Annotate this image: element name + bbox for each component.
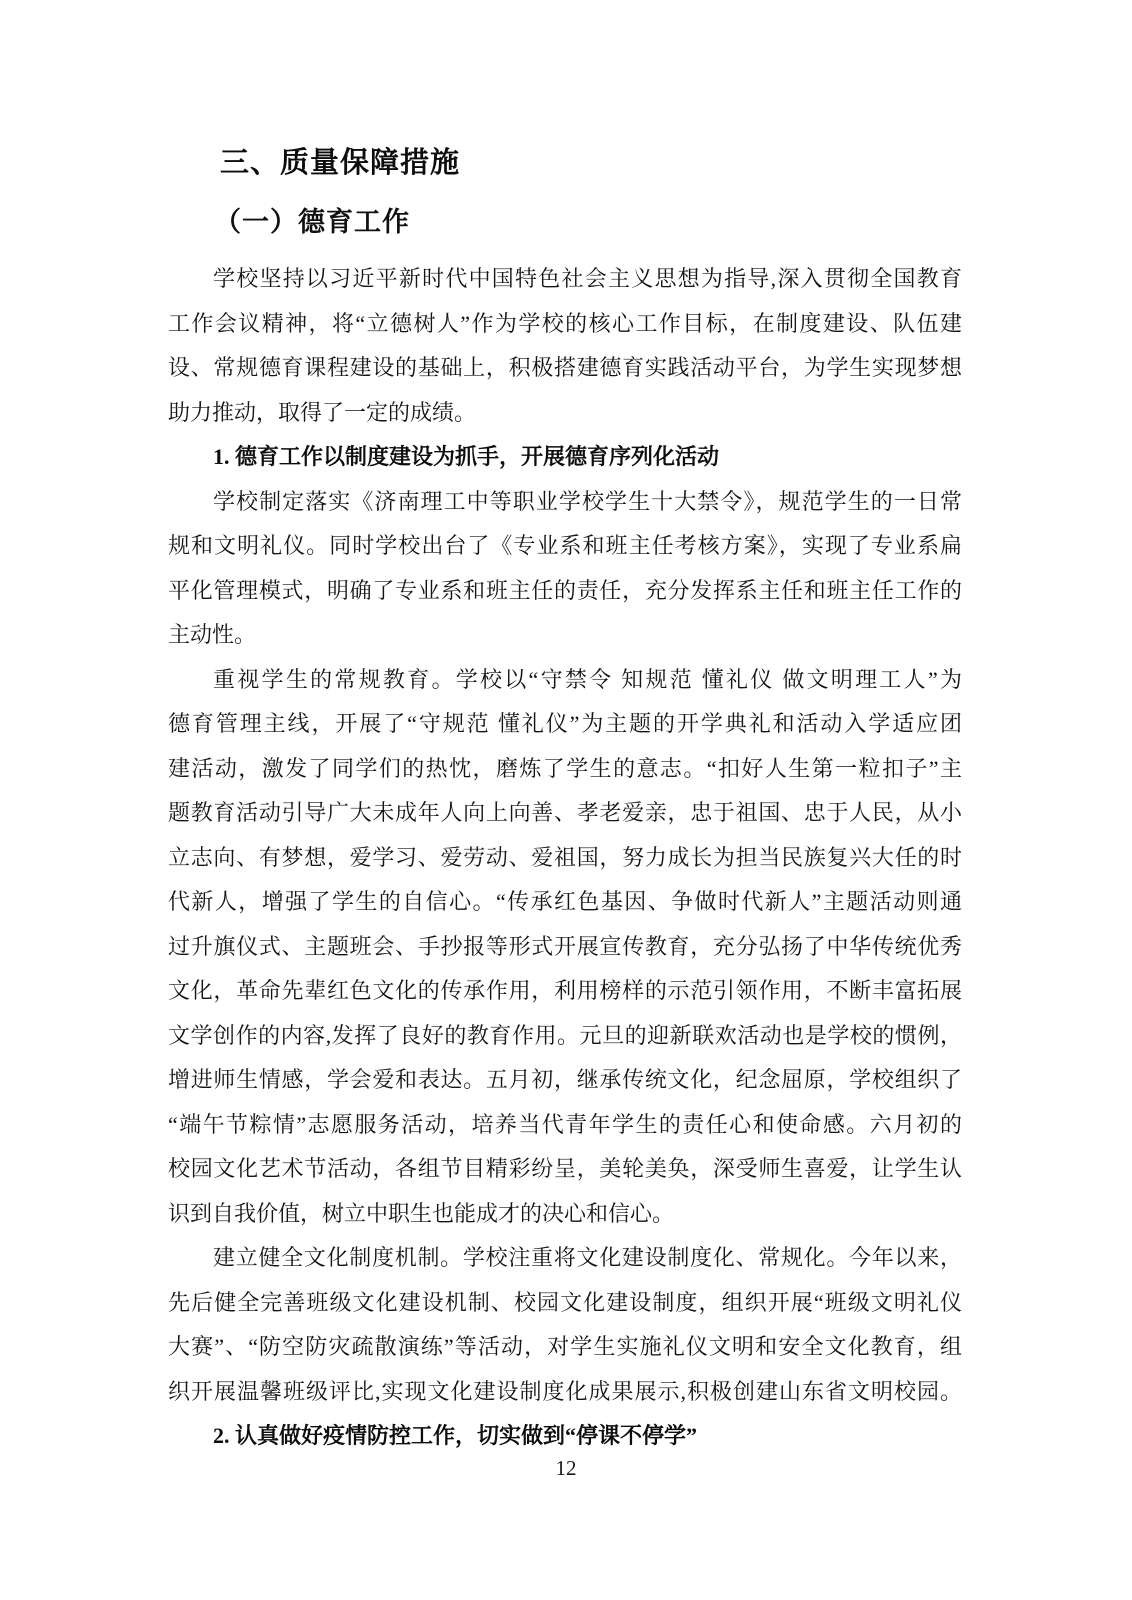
paragraph: [168, 658, 962, 1237]
text-line: 助力推动，取得了一定的成绩。: [168, 399, 477, 425]
sub-heading: 1. 德育工作以制度建设为抓手，开展德育序列化活动: [213, 444, 720, 469]
text-line: 识到自我价值，树立中职生也能成才的决心和信心。: [168, 1200, 675, 1226]
text-line: 建活动，激发了同学们的热忱，磨炼了学生的意志。“扣好人生第一粒扣子”主: [168, 755, 962, 781]
text-line: 重视学生的常规教育。学校以“守禁令 知规范 懂礼仪 做文明理工人”为: [213, 666, 962, 692]
paragraph: [168, 480, 962, 658]
text-line: “端午节粽情”志愿服务活动，培养当代青年学生的责任心和使命感。六月初的: [168, 1111, 962, 1137]
text-line: 文学创作的内容,发挥了良好的教育作用。元旦的迎新联欢活动也是学校的惯例，: [168, 1022, 962, 1048]
text-line: 学校坚持以习近平新时代中国特色社会主义思想为指导,深入贯彻全国教育: [213, 266, 962, 291]
text-line: 平化管理模式，明确了专业系和班主任的责任，充分发挥系主任和班主任工作的: [168, 577, 962, 603]
subsection-title: （一）德育工作: [214, 207, 410, 237]
text-line: 立志向、有梦想，爱学习、爱劳动、爱祖国，努力成长为担当民族复兴大任的时: [168, 844, 962, 870]
paragraph: [168, 257, 962, 435]
text-line: 增进师生情感，学会爱和表达。五月初，继承传统文化，纪念屈原，学校组织了: [168, 1067, 962, 1092]
document-body: [168, 257, 962, 1459]
text-line: 规和文明礼仪。同时学校出台了《专业系和班主任考核方案》，实现了专业系扁: [168, 533, 962, 558]
text-line: 学校制定落实《济南理工中等职业学校学生十大禁令》，规范学生的一日常: [213, 488, 962, 514]
text-line: 题教育活动引导广大未成年人向上向善、孝老爱亲，忠于祖国、忠于人民，从小: [168, 800, 962, 825]
text-line: 文化，革命先辈红色文化的传承作用，利用榜样的示范引领作用，不断丰富拓展: [168, 978, 962, 1003]
text-line: 建立健全文化制度机制。学校注重将文化建设制度化、常规化。今年以来，: [213, 1245, 962, 1270]
sub-heading: 2. 认真做好疫情防控工作，切实做到“停课不停学”: [213, 1423, 698, 1448]
text-line: 工作会议精神，将“立德树人”作为学校的核心工作目标，在制度建设、队伍建: [168, 310, 962, 336]
text-line: 主动性。: [168, 622, 257, 647]
section-title: 三、质量保障措施: [220, 147, 461, 179]
text-line: 先后健全完善班级文化建设机制、校园文化建设制度，组织开展“班级文明礼仪: [168, 1289, 962, 1315]
paragraph: [168, 1236, 962, 1414]
text-line: 校园文化艺术节活动，各组节目精彩纷呈，美轮美奂，深受师生喜爱，让学生认: [168, 1156, 962, 1181]
text-line: 设、常规德育课程建设的基础上，积极搭建德育实践活动平台，为学生实现梦想: [168, 355, 962, 380]
text-line: 德育管理主线，开展了“守规范 懂礼仪”为主题的开学典礼和活动入学适应团: [168, 711, 962, 736]
page-number: 12: [555, 1456, 577, 1480]
text-line: 大赛”、“防空防灾疏散演练”等活动，对学生实施礼仪文明和安全文化教育，组: [168, 1334, 962, 1359]
text-line: 过升旗仪式、主题班会、手抄报等形式开展宣传教育，充分弘扬了中华传统优秀: [168, 933, 962, 959]
text-line: 织开展温馨班级评比,实现文化建设制度化成果展示,积极创建山东省文明校园。: [168, 1378, 962, 1404]
text-line: 代新人，增强了学生的自信心。“传承红色基因、争做时代新人”主题活动则通: [168, 889, 962, 914]
